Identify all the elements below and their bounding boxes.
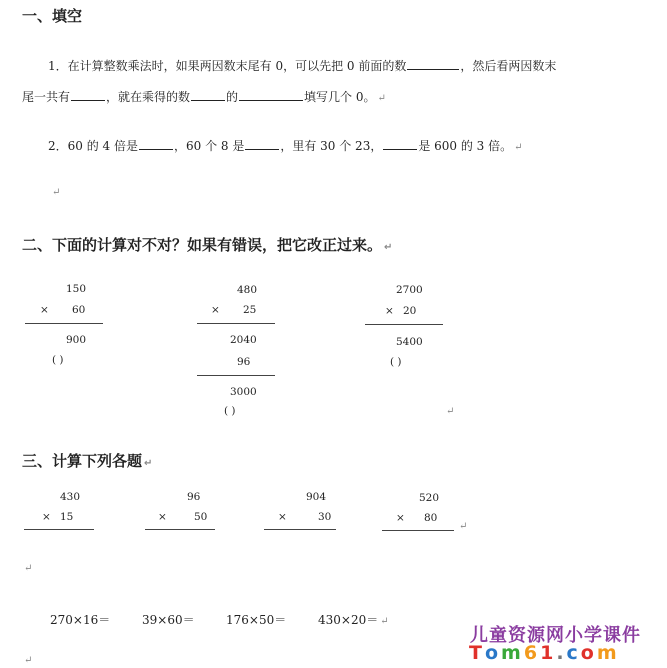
q1-text-e: 的 [226,90,239,104]
q1-text-c: 尾一共有 [22,90,71,104]
paragraph-mark-icon: ↵ [24,563,33,574]
logo-char: 1 [540,642,555,664]
section1-heading: 一、填空 [22,7,83,25]
question-1-line-2 [22,88,386,105]
q1-text-d: ，就在乘得的数 [106,90,191,104]
calc-1-top: 150 [66,283,87,295]
vertical-4-top: 520 [419,492,440,504]
answer-blank[interactable] [71,90,105,101]
paragraph-mark-icon: ↵ [459,521,468,532]
q1-text-a: 1．在计算整数乘法时，如果两因数末尾有 0，可以先把 0 前面的数 [48,59,407,73]
horizontal-problem-1: 270×16＝ [50,613,111,627]
vertical-2-bottom: 50 [194,511,208,523]
question-1-line-1 [48,57,556,74]
vertical-3-rule [264,529,336,530]
q2-text-b: ，60 个 8 是 [173,139,245,153]
calc-2-rule-2 [197,375,275,376]
section2-heading [22,234,392,255]
calc-3-rule [365,324,443,325]
logo-char: c [566,642,579,664]
paragraph-mark-icon: ↵ [52,187,61,198]
logo-char: m [596,642,618,664]
horizontal-problem-4 [318,611,389,628]
calc-2-rule [197,323,275,324]
q2-text-d: 是 600 的 3 倍。 [418,139,513,153]
q1-text-f: 填写几个 0。 [304,90,376,104]
paragraph-mark-icon: ↵ [24,655,33,666]
logo-char: o [484,642,500,664]
logo-char: . [556,642,565,664]
answer-blank[interactable] [139,139,173,150]
calc-1-result: 900 [66,334,87,346]
logo-char: 6 [523,642,539,664]
paragraph-mark-icon: ↵ [380,616,389,627]
calc-3-judgement[interactable]: ( ) [390,356,402,368]
calc-3-result: 5400 [396,336,423,348]
vertical-2-op: × [158,511,167,523]
vertical-3-bottom: 30 [318,511,332,523]
logo-char: m [501,642,522,664]
section3-heading-text: 三、计算下列各题 [22,452,143,470]
answer-blank[interactable] [245,139,279,150]
q2-text-c: ，里有 30 个 23， [280,139,383,153]
vertical-2-rule [145,529,215,530]
vertical-4-bottom: 80 [424,512,438,524]
calc-3-top: 2700 [396,284,423,296]
vertical-3-op: × [278,511,287,523]
calc-2-result: 3000 [230,386,257,398]
calc-2-partial-2: 96 [237,356,251,368]
calc-1-bottom: 60 [72,304,86,316]
calc-2-judgement[interactable]: ( ) [224,405,236,417]
section2-heading-text: 二、下面的计算对不对？如果有错误，把它改正过来。 [22,236,383,254]
section3-heading [22,450,152,471]
q1-text-b: ，然后看两因数末 [460,59,557,73]
vertical-3-top: 904 [306,491,327,503]
paragraph-mark-icon: ↵ [377,93,386,104]
vertical-1-op: × [42,511,51,523]
paragraph-mark-icon: ↵ [446,406,455,417]
paragraph-mark-icon: ↵ [144,458,153,469]
horizontal-problem-3: 176×50＝ [226,613,287,627]
calc-3-bottom: 20 [403,305,417,317]
paragraph-mark-icon: ↵ [384,242,393,253]
calc-2-partial-1: 2040 [230,334,257,346]
q2-text-a: 2．60 的 4 倍是 [48,139,138,153]
calc-1-rule [25,323,103,324]
vertical-2-top: 96 [187,491,201,503]
vertical-1-bottom: 15 [60,511,74,523]
watermark-site-logo [468,642,619,664]
horizontal-problem-2: 39×60＝ [142,613,195,627]
calc-3-op: × [385,305,394,317]
paragraph-mark-icon: ↵ [514,142,523,153]
logo-char: T [469,642,483,664]
vertical-1-rule [24,529,94,530]
vertical-4-rule [382,530,454,531]
horizontal-problem-4-text: 430×20＝ [318,613,379,627]
calc-1-op: × [40,304,49,316]
answer-blank[interactable] [191,90,225,101]
answer-blank[interactable] [239,90,303,101]
question-2 [48,137,523,154]
calc-2-bottom: 25 [243,304,257,316]
logo-char: o [580,642,595,664]
vertical-4-op: × [396,512,405,524]
calc-2-op: × [211,304,220,316]
calc-1-judgement[interactable]: ( ) [52,354,64,366]
calc-2-top: 480 [237,284,258,296]
vertical-1-top: 430 [60,491,81,503]
answer-blank[interactable] [407,59,459,70]
answer-blank[interactable] [383,139,417,150]
watermark-site-name: 儿童资源网小学课件 [470,625,641,646]
